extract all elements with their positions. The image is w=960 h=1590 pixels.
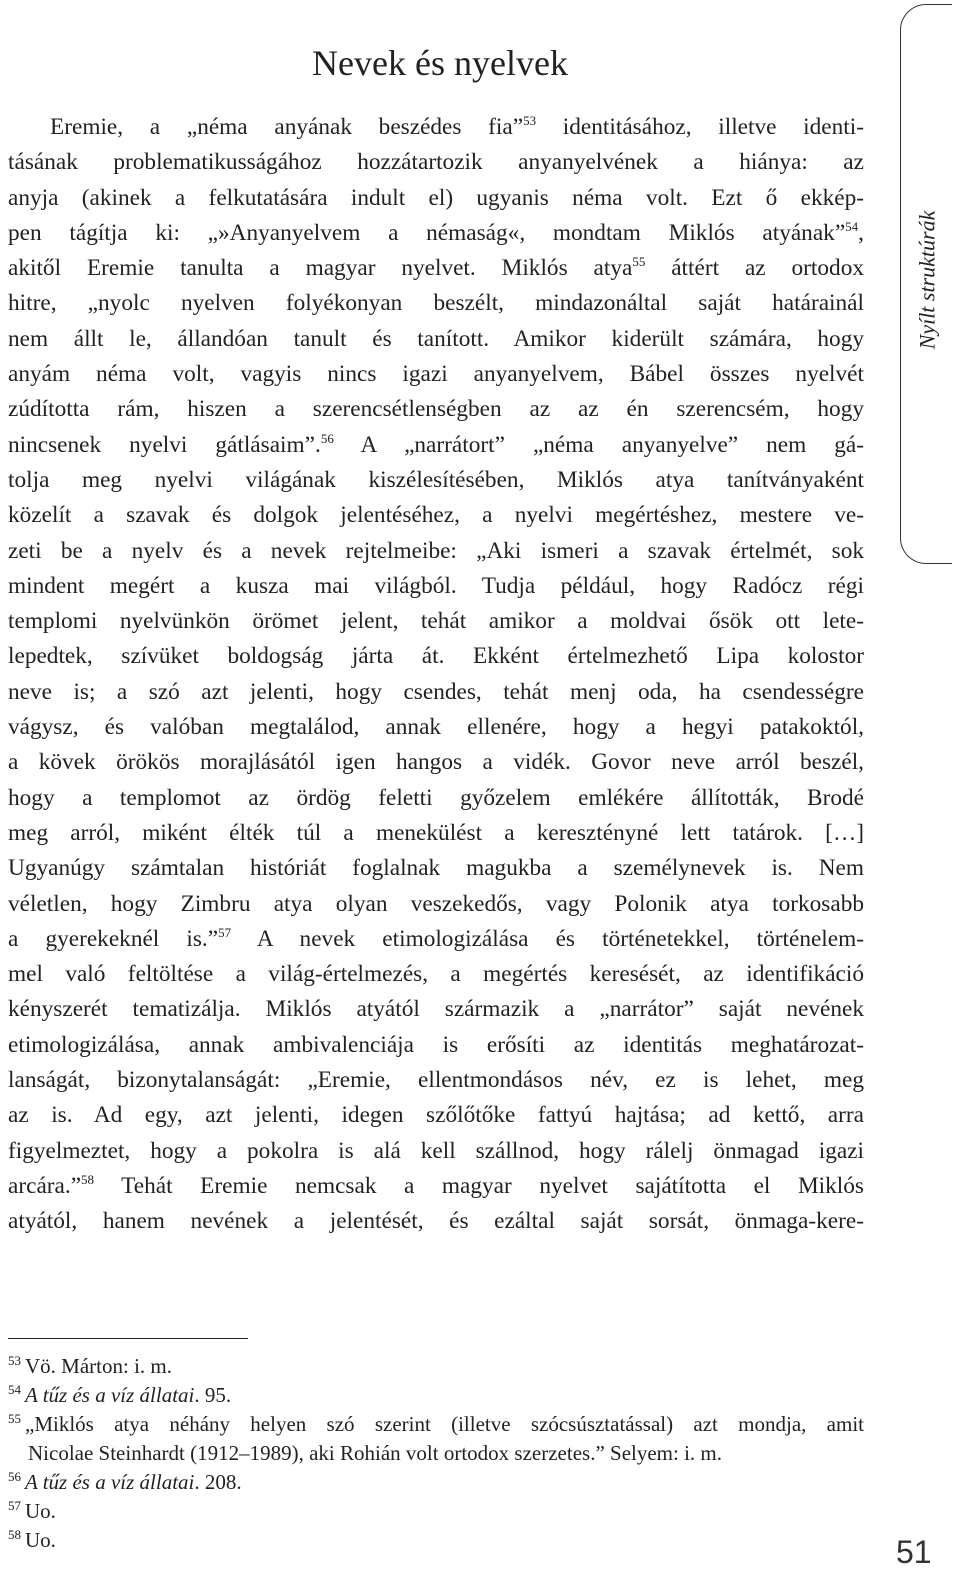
text-segment: anyám néma volt, vagyis nincs igazi anyanyelvem, Bábel összes nyelvét: [8, 361, 864, 388]
footnote-number: 58: [8, 1527, 21, 1542]
footnote: [8, 1410, 864, 1439]
text-line: [8, 1098, 864, 1133]
text-segment: tolja meg nyelvi világának kiszélesítésében, Miklós atya tanítványaként: [8, 466, 864, 493]
text-segment: áttért az ortodox: [645, 255, 864, 282]
text-line: [8, 851, 864, 886]
text-segment: templomi nyelvünkön örömet jelent, tehát amikor a moldvai ősök ott lete-: [8, 608, 864, 635]
text-segment: mel való feltöltése a világ-értelmezés, a megértés keresését, az identifikáció: [8, 961, 864, 988]
text-segment: lepedtek, szívüket boldogság járta át. Ekként értelmezhető Lipa kolostor: [8, 643, 864, 670]
text-line: [8, 922, 864, 957]
text-line: [8, 428, 864, 463]
text-line: [8, 781, 864, 816]
text-line: [8, 604, 864, 639]
footnote-number: 54: [8, 1382, 21, 1397]
text-segment: zeti be a nyelv és a nevek rejtelmeibe: „Aki ismeri a szavak értelmét, sok: [8, 537, 864, 564]
text-segment: neve is; a szó azt jelenti, hogy csendes, tehát menj oda, ha csendességre: [8, 678, 864, 705]
text-line: [8, 286, 864, 321]
text-segment: hitre, „nyolc nyelven folyékonyan beszélt, mindazonáltal saját határainál: [8, 290, 864, 317]
footnote-ref[interactable]: 54: [845, 219, 859, 235]
text-line: [8, 887, 864, 922]
footnote-text: . 208.: [194, 1470, 242, 1494]
text-segment: pen tágítja ki: „»Anyanyelvem a némaság«, mondtam Miklós atyának”: [8, 219, 846, 246]
text-line: [8, 357, 864, 392]
text-segment: mindent megért a kusza mai világból. Tudja például, hogy Radócz régi: [8, 572, 864, 599]
text-segment: kényszerét tematizálja. Miklós atyától származik a „narrátor” saját nevének: [8, 996, 864, 1023]
text-line: [8, 498, 864, 533]
footnote-continuation: Nicolae Steinhardt (1912–1989), aki Rohián volt ortodox szerzetes.” Selyem: i. m.: [28, 1441, 723, 1465]
section-tab-label: Nyílt struktúrák: [914, 210, 940, 350]
footnote-ref[interactable]: 56: [320, 430, 334, 446]
footnote-text: . 95.: [194, 1383, 232, 1407]
footnote-ref[interactable]: 58: [81, 1172, 95, 1188]
footnote-ref[interactable]: 53: [523, 113, 537, 129]
text-line: [8, 322, 864, 357]
text-segment: véletlen, hogy Zimbru atya olyan veszekedős, vagy Polonik atya torkosabb: [8, 890, 864, 917]
text-line: [8, 675, 864, 710]
footnote-title: A tűz és a víz állatai: [25, 1383, 195, 1407]
text-line: [8, 181, 864, 216]
chapter-title: Nevek és nyelvek: [312, 43, 568, 83]
footnote-text: Uo.: [25, 1499, 56, 1523]
text-segment: lanságát, bizonytalanságát: „Eremie, ellentmondásos név, ez is lehet, meg: [8, 1067, 864, 1094]
footnote-text: Uo.: [25, 1528, 56, 1552]
text-segment: atyától, hanem nevének a jelentését, és ezáltal saját sorsát, önmaga-kere-: [8, 1208, 864, 1235]
text-line: [8, 251, 864, 286]
page-number: 51: [896, 1534, 932, 1570]
text-segment: a kövek örökös morajlásától igen hangos a vidék. Govor neve arról beszél,: [8, 749, 864, 776]
text-line: [8, 1204, 864, 1239]
footnote: [8, 1497, 864, 1526]
footnote-text: „Miklós atya néhány helyen szó szerint (illetve szócsúsztatással) azt mondja, amit: [25, 1412, 864, 1436]
text-line: [8, 1028, 864, 1063]
text-line: [8, 957, 864, 992]
body-text: [8, 110, 864, 1240]
text-segment: hogy a templomot az ördög feletti győzelem emlékére állították, Brodé: [8, 784, 864, 811]
text-line: [8, 216, 864, 251]
text-segment: etimologizálása, annak ambivalenciája is erősíti az identitás meghatározat-: [8, 1031, 864, 1058]
footnote-ref[interactable]: 57: [218, 925, 232, 941]
text-line: [8, 1169, 864, 1204]
footnotes: [8, 1352, 864, 1555]
text-line: [8, 639, 864, 674]
footnote-title: A tűz és a víz állatai: [25, 1470, 195, 1494]
text-line: [8, 145, 864, 180]
text-segment: meg arról, miként élték túl a menekülést a keresztényné lett tatárok. […]: [8, 819, 864, 846]
text-segment: ,: [858, 219, 864, 246]
text-line: [8, 110, 864, 145]
footnote-number: 55: [8, 1411, 21, 1426]
footnote-number: 56: [8, 1469, 21, 1484]
text-segment: zúdította rám, hiszen a szerencsétlenségben az az én szerencsém, hogy: [8, 396, 864, 423]
text-segment: nincsenek nyelvi gátlásaim”.: [8, 431, 321, 458]
text-segment: akitől Eremie tanulta a magyar nyelvet. Miklós atya: [8, 255, 633, 282]
text-segment: identitásához, illetve identi-: [536, 114, 864, 140]
text-segment: anyja (akinek a felkutatására indult el) ugyanis néma volt. Ezt ő ekkép-: [8, 184, 864, 211]
text-line: [8, 569, 864, 604]
text-segment: nem állt le, állandóan tanult és tanított. Amikor kiderült számára, hogy: [8, 325, 864, 352]
text-segment: A „narrátort” „néma anyanyelve” nem gá-: [333, 431, 864, 458]
footnote-separator: [8, 1338, 248, 1339]
text-line: [8, 710, 864, 745]
text-line: [8, 1134, 864, 1169]
text-segment: közelít a szavak és dolgok jelentéséhez, a nyelvi megértéshez, mestere ve-: [8, 502, 864, 529]
text-line: [8, 534, 864, 569]
text-line: [8, 745, 864, 780]
text-line: [8, 392, 864, 427]
text-segment: figyelmeztet, hogy a pokolra is alá kell szállnod, hogy rálelj önmagad igazi: [8, 1137, 864, 1164]
text-line: [8, 992, 864, 1027]
footnote: [8, 1381, 864, 1410]
text-line: [8, 463, 864, 498]
text-line: [8, 1063, 864, 1098]
footnote-ref[interactable]: 55: [632, 254, 646, 270]
text-segment: Ugyanúgy számtalan históriát foglalnak magukba a személynevek is. Nem: [8, 855, 864, 882]
footnote-text: Vö. Márton: i. m.: [25, 1354, 172, 1378]
text-segment: tásának problematikusságához hozzátartozik anyanyelvének a hiánya: az: [8, 149, 864, 176]
section-tab-label-wrap: [905, 100, 950, 460]
footnote: [8, 1352, 864, 1381]
footnote: [8, 1526, 864, 1555]
text-segment: az is. Ad egy, azt jelenti, idegen szőlőtőke fattyú hajtása; ad kettő, arra: [8, 1102, 864, 1129]
footnote-number: 57: [8, 1498, 21, 1513]
text-segment: Tehát Eremie nemcsak a magyar nyelvet sajátította el Miklós: [94, 1172, 864, 1199]
footnote-number: 53: [8, 1353, 21, 1368]
text-segment: arcára.”: [8, 1172, 82, 1199]
text-segment: A nevek etimologizálása és történetekkel, történelem-: [231, 925, 864, 952]
footnote: [8, 1468, 864, 1497]
text-segment: a gyerekeknél is.”: [8, 925, 219, 952]
text-segment: Eremie, a „néma anyának beszédes fia”: [50, 114, 524, 140]
text-segment: vágysz, és valóban megtalálod, annak ellenére, hogy a hegyi patakoktól,: [8, 714, 864, 741]
text-line: [8, 816, 864, 851]
